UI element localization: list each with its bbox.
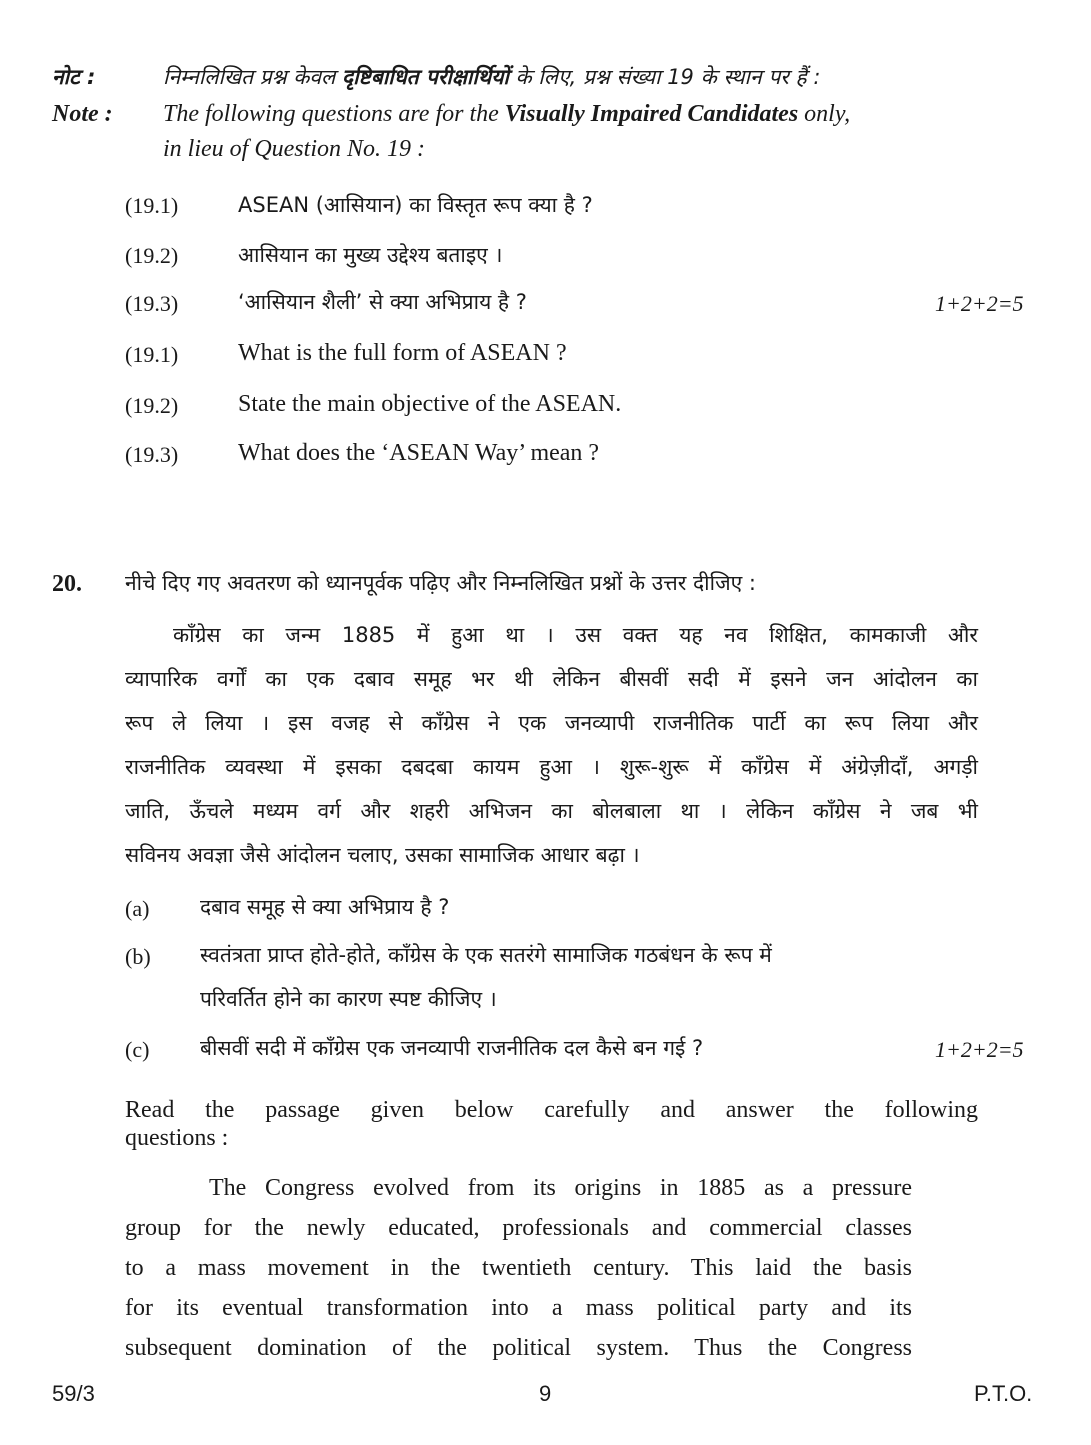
footer-page-number: 9: [539, 1381, 552, 1406]
note-text-hindi: [163, 63, 820, 91]
q19-hi-3-number: (19.3): [125, 291, 179, 316]
q20-number: 20.: [52, 571, 82, 597]
english-passage-line: The Congress evolved from its origins in 1885 as a pressure: [209, 1175, 912, 1201]
q19-marks: 1+2+2=5: [935, 291, 1024, 316]
q20-hi-b-text-line1: स्वतंत्रता प्राप्त होते-होते, काँग्रेस के एक सतरंगे सामाजिक गठबंधन के रूप में: [200, 943, 772, 967]
hindi-passage-line: रूप ले लिया । इस वजह से काँग्रेस ने एक जनव्यापी राजनीतिक पार्टी का रूप लिया और: [125, 711, 978, 735]
q19-en-3-text: What does the ‘ASEAN Way’ mean ?: [238, 440, 600, 466]
footer-paper-code: 59/3: [52, 1381, 95, 1406]
q19-en-1-text: What is the full form of ASEAN ?: [238, 340, 567, 366]
note-hindi-part2: के लिए, प्रश्न संख्या 19 के स्थान पर हैं :: [508, 65, 821, 89]
english-passage-line: to a mass movement in the twentieth century. This laid the basis: [125, 1255, 912, 1281]
q19-en-1-number: (19.1): [125, 342, 179, 367]
hindi-passage-line: सविनय अवज्ञा जैसे आंदोलन चलाए, उसका सामाजिक आधार बढ़ा ।: [125, 843, 640, 867]
note-label-english: Note :: [52, 101, 113, 127]
note-english-bold: Visually Impaired Candidates: [504, 101, 799, 127]
note-hindi-part1: निम्नलिखित प्रश्न केवल: [163, 65, 342, 89]
q20-hindi-passage: [125, 613, 978, 877]
q19-hi-1-text: ASEAN (आसियान) का विस्तृत रूप क्या है ?: [238, 193, 593, 217]
q19-en-2-number: (19.2): [125, 393, 179, 418]
q20-hindi-instruction: नीचे दिए गए अवतरण को ध्यानपूर्वक पढ़िए और निम्नलिखित प्रश्नों के उत्तर दीजिए :: [125, 571, 757, 595]
q20-hi-a-text: दबाव समूह से क्या अभिप्राय है ?: [200, 895, 450, 919]
q20-english-instruction-line1: Read the passage given below carefully and answer the following: [125, 1097, 978, 1123]
q19-en-2-text: State the main objective of the ASEAN.: [238, 391, 622, 417]
note-text-english: [163, 101, 850, 128]
q19-hi-3-text: ‘आसियान शैली’ से क्या अभिप्राय है ?: [238, 290, 527, 314]
q20-hi-b-label: (b): [125, 944, 151, 969]
q20-hi-c-text: बीसवीं सदी में काँग्रेस एक जनव्यापी राजनीतिक दल कैसे बन गई ?: [200, 1036, 704, 1060]
note-label-hindi: नोट :: [52, 65, 96, 89]
q20-marks: 1+2+2=5: [935, 1037, 1024, 1062]
hindi-passage-line: काँग्रेस का जन्म 1885 में हुआ था । उस वक्त यह नव शिक्षित, कामकाजी और: [173, 623, 978, 647]
q20-english-passage: [125, 1168, 912, 1368]
hindi-passage-line: राजनीतिक व्यवस्था में इसका दबदबा कायम हुआ । शुरू-शुरू में काँग्रेस में अंग्रेज़ीदाँ, अगड़ी: [125, 755, 978, 779]
english-passage-line: for its eventual transformation into a mass political party and its: [125, 1295, 912, 1321]
note-english-part1: The following questions are for the: [163, 101, 505, 127]
footer-pto: P.T.O.: [974, 1381, 1033, 1406]
note-english-part2: only,: [798, 101, 851, 127]
note-english-line2: in lieu of Question No. 19 :: [163, 136, 425, 162]
q20-hi-b-text-line2: परिवर्तित होने का कारण स्पष्ट कीजिए ।: [200, 987, 497, 1011]
q19-en-3-number: (19.3): [125, 442, 179, 467]
q20-english-instruction-line2: questions :: [125, 1125, 229, 1151]
q19-hi-2-number: (19.2): [125, 243, 179, 268]
hindi-passage-line: व्यापारिक वर्गों का एक दबाव समूह भर थी लेकिन बीसवीं सदी में इसने जन आंदोलन का: [125, 667, 978, 691]
note-hindi-bold: दृष्टिबाधित परीक्षार्थियों: [341, 65, 509, 89]
hindi-passage-line: जाति, ऊँचले मध्यम वर्ग और शहरी अभिजन का बोलबाला था । लेकिन काँग्रेस ने जब भी: [125, 799, 978, 823]
english-passage-line: subsequent domination of the political system. Thus the Congress: [125, 1335, 912, 1361]
english-passage-line: group for the newly educated, professionals and commercial classes: [125, 1215, 912, 1241]
q19-hi-2-text: आसियान का मुख्य उद्देश्य बताइए ।: [238, 243, 503, 267]
q20-hi-c-label: (c): [125, 1037, 150, 1062]
q20-hi-a-label: (a): [125, 896, 150, 921]
q19-hi-1-number: (19.1): [125, 193, 179, 218]
